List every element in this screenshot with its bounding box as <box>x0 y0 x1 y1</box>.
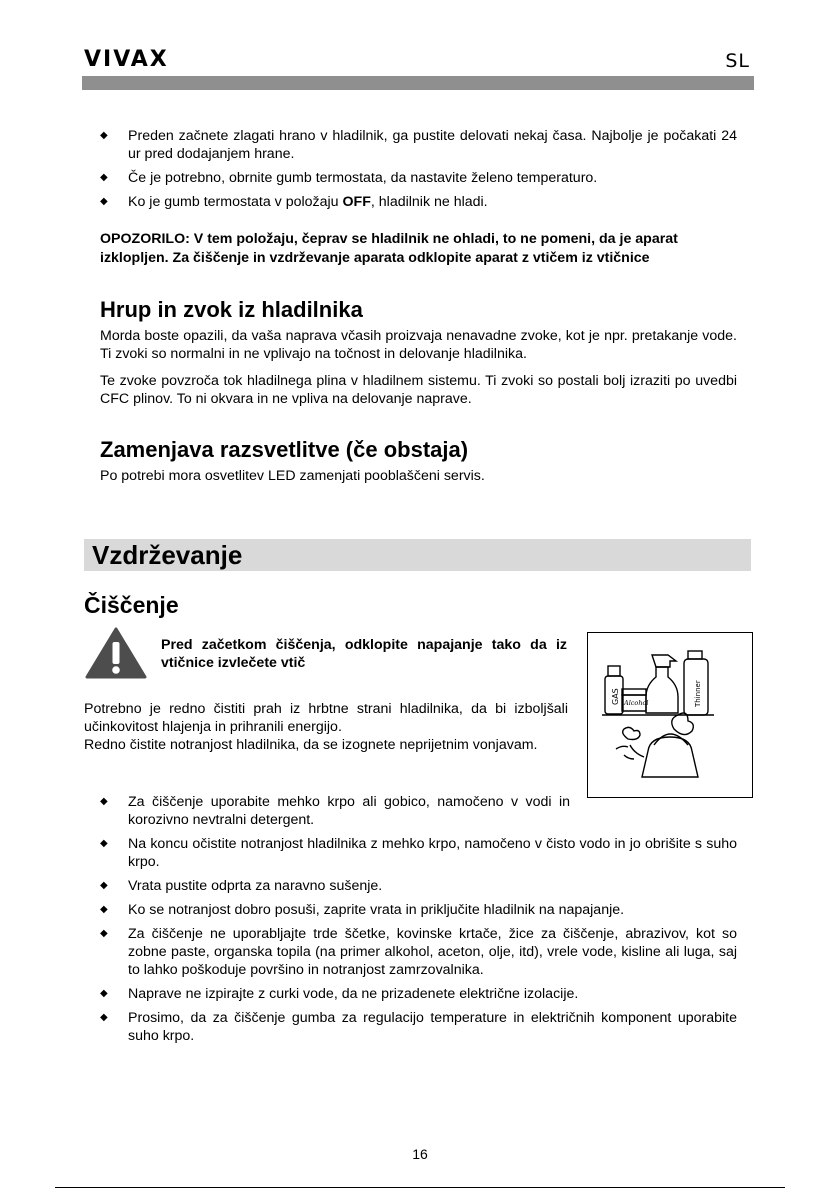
list-item: ◆ Ko je gumb termostata v položaju OFF, hladilnik ne hladi. <box>100 193 737 211</box>
language-code: SL <box>725 50 750 72</box>
page-number: 16 <box>412 1146 428 1162</box>
list-item: ◆ Prosimo, da za čiščenje gumba za regulacijo temperature in električnih komponent uporabite suho krpo. <box>100 1009 737 1045</box>
list-item: ◆ Če je potrebno, obrnite gumb termostata, da nastavite želeno temperaturo. <box>100 169 737 187</box>
list-item: ◆ Naprave ne izpirajte z curki vode, da ne prizadenete električne izolacije. <box>100 985 737 1003</box>
warning-text: OPOZORILO: V tem položaju, čeprav se hladilnik ne ohladi, to ne pomeni, da je aparat izklopljen. Za čiščenje in vzdrževanje aparata odklopite aparat z vtičem iz vtičnice <box>100 231 678 266</box>
footer-divider <box>55 1187 785 1188</box>
list-item: ◆ Vrata pustite odprta za naravno sušenje. <box>100 877 737 895</box>
off-keyword: OFF <box>342 194 371 210</box>
alcohol-label: Alcohol <box>624 699 649 707</box>
noise-paragraph-2: Te zvoke povzroča tok hladilnega plina v hladilnem sistemu. Ti zvoki so postali bolj izraziti po uvedbi CFC plinov. To ni okvara in ne vpliva na delovanje naprave. <box>100 373 737 407</box>
intro-bullet-list <box>100 127 737 217</box>
list-item: ◆ Za čiščenje ne uporabljajte trde ščetke, kovinske krtače, žice za čiščenje, abrazivov, kot so zobne paste, organska topila (na primer alkohol, aceton, olje, itd), vrele vode, kisline ali luga, saj to lahko poškoduje površino in notranjost zamrzovalnika. <box>100 925 737 979</box>
chemicals-icon <box>588 633 752 797</box>
chapter-band <box>84 539 751 571</box>
noise-paragraph-1: Morda boste opazili, da vaša naprava včasih proizvaja nenavadne zvoke, kot je npr. pretakanje vode. Ti zvoki so normalni in ne vplivajo na točnost in delovanje hladilnika. <box>100 328 737 362</box>
cleaning-products-illustration <box>587 632 753 798</box>
cleaning-paragraph-1: Potrebno je redno čistiti prah iz hrbtne strani hladilnika, da bi izboljšali učinkovitost hlajenja in prihranili energijo. <box>84 701 568 735</box>
thinner-label: Thinner <box>694 680 702 707</box>
chapter-title: Vzdrževanje <box>92 540 243 570</box>
list-item: ◆ Ko se notranjost dobro posuši, zaprite vrata in priključite hladilnik na napajanje. <box>100 901 737 919</box>
brand-logo: VIVAX <box>84 47 169 72</box>
lighting-paragraph: Po potrebi mora osvetlitev LED zamenjati pooblaščeni servis. <box>100 468 485 484</box>
list-item: ◆ Preden začnete zlagati hrano v hladilnik, ga pustite delovati nekaj časa. Najbolje je počakati 24 ur pred dodajanjem hrane. <box>100 127 737 163</box>
section-heading-noise: Hrup in zvok iz hladilnika <box>100 297 363 322</box>
subheading-cleaning: Čiščenje <box>84 592 179 618</box>
warning-triangle-icon <box>85 627 147 679</box>
caution-text: Pred začetkom čiščenja, odklopite napajanje tako da iz vtičnice izvlečete vtič <box>161 637 567 671</box>
gas-label: GAS <box>611 688 620 705</box>
section-heading-lighting: Zamenjava razsvetlitve (če obstaja) <box>100 437 469 462</box>
header-divider-bar <box>82 76 754 90</box>
cleaning-paragraph-2: Redno čistite notranjost hladilnika, da se izognete neprijetnim vonjavam. <box>84 737 538 753</box>
cleaning-bullet-list <box>100 793 737 1051</box>
list-item: ◆ Na koncu očistite notranjost hladilnika z mehko krpo, namočeno v čisto vodo in jo obrišite s suho krpo. <box>100 835 737 871</box>
list-item: ◆ Za čiščenje uporabite mehko krpo ali gobico, namočeno v vodi in korozivno nevtralni detergent. <box>100 793 737 829</box>
